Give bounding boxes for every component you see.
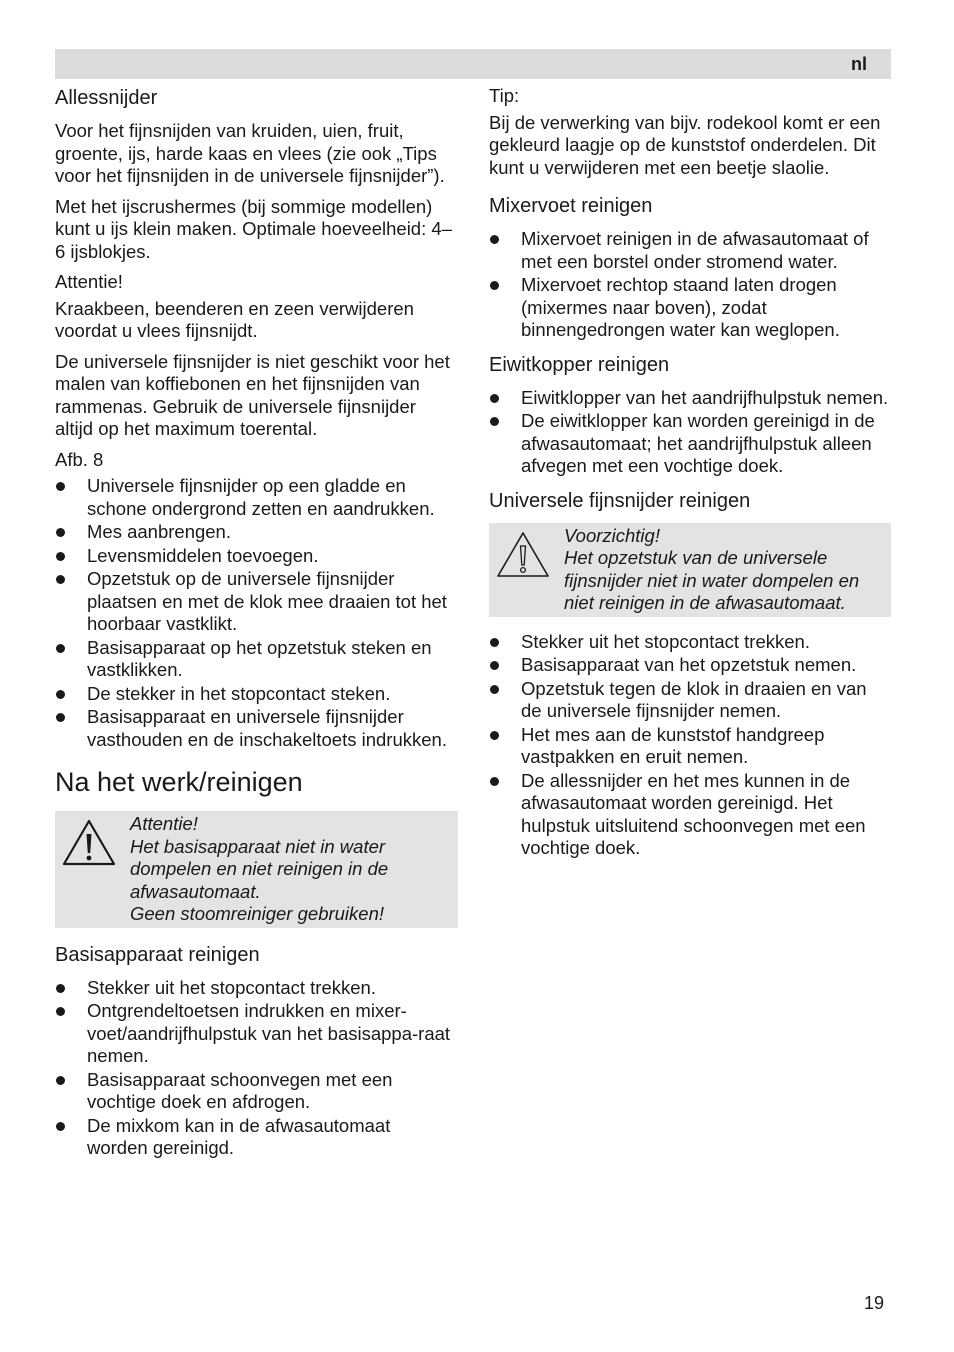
paragraph: Kraakbeen, beenderen en zeen verwijderen voordat u vlees fijnsnijdt. bbox=[55, 297, 414, 341]
list-item: Mes aanbrengen. bbox=[55, 521, 455, 544]
caution-triangle-icon bbox=[495, 529, 551, 585]
list-item: Stekker uit het stopcontact trekken. bbox=[489, 631, 889, 654]
mixervoet-steps-list bbox=[489, 228, 889, 342]
list-item: Ontgrendeltoetsen indrukken en mixer-voet/aandrijfhulpstuk van het basisappa-raat nemen. bbox=[55, 1000, 455, 1068]
caution-title: Voorzichtig! bbox=[564, 524, 660, 546]
universele-heading: Universele fijnsnijder reinigen bbox=[489, 489, 751, 512]
basis-steps-list bbox=[55, 977, 455, 1160]
right-column bbox=[489, 85, 889, 870]
list-item: Opzetstuk op de universele fijnsnijder plaatsen en met de klok mee draaien tot het hoorbaar vastklikt. bbox=[55, 568, 455, 636]
warning-triangle-icon bbox=[61, 817, 117, 873]
left-column bbox=[55, 85, 455, 1170]
warning-box bbox=[55, 811, 458, 928]
paragraph: Bij de verwerking van bijv. rodekool komt er een gekleurd laagje op de kunststof onderdelen. Dit kunt u verwijderen met een beetje slaolie. bbox=[489, 111, 881, 178]
list-item: Mixervoet rechtop staand laten drogen (mixermes naar boven), zodat binnengedrongen water kan weglopen. bbox=[489, 274, 889, 342]
list-item: De stekker in het stopcontact steken. bbox=[55, 683, 455, 706]
universele-steps-list bbox=[489, 631, 889, 860]
list-item: Mixervoet reinigen in de afwasautomaat of met een borstel onder stromend water. bbox=[489, 228, 889, 273]
list-item: De allessnijder en het mes kunnen in de afwasautomaat worden gereinigd. Het hulpstuk uitsluitend schoonvegen met een vochtige doek. bbox=[489, 770, 889, 860]
tip-label: Tip: bbox=[489, 85, 520, 106]
figure-label: Afb. 8 bbox=[55, 448, 104, 470]
list-item: Basisapparaat van het opzetstuk nemen. bbox=[489, 654, 889, 677]
steps-list bbox=[55, 475, 455, 751]
paragraph: Voor het fijnsnijden van kruiden, uien, fruit, groente, ijs, harde kaas en vlees (zie ook „Tips voor het fijnsnijden in de universele fijnsnijder”). bbox=[55, 120, 445, 186]
list-item: Opzetstuk tegen de klok in draaien en van de universele fijnsnijder nemen. bbox=[489, 678, 889, 723]
list-item: Universele fijnsnijder op een gladde en schone ondergrond zetten en aandrukken. bbox=[55, 475, 455, 520]
warning-text: Het basisapparaat niet in water dompelen en niet reinigen in de afwasautomaat. bbox=[130, 835, 389, 902]
mixervoet-heading: Mixervoet reinigen bbox=[489, 195, 653, 217]
page-number: 19 bbox=[864, 1293, 885, 1313]
eiwit-steps-list bbox=[489, 387, 889, 478]
paragraph: Met het ijscrushermes (bij sommige modellen) kunt u ijs klein maken. Optimale hoeveelheid: 4–6 ijsblokjes. bbox=[55, 195, 452, 262]
list-item: Het mes aan de kunststof handgreep vastpakken en eruit nemen. bbox=[489, 724, 889, 769]
header-bar bbox=[55, 49, 891, 79]
eiwit-heading: Eiwitkopper reinigen bbox=[489, 353, 670, 376]
paragraph: De universele fijnsnijder is niet geschikt voor het malen van koffiebonen en het fijnsnijden van rammenas. Gebruik de universele fijnsnijder altijd op het maximum toerental. bbox=[55, 350, 450, 439]
list-item: De mixkom kan in de afwasautomaat worden gereinigd. bbox=[55, 1115, 455, 1160]
basisapparaat-heading: Basisapparaat reinigen bbox=[55, 943, 260, 966]
list-item: Basisapparaat schoonvegen met een vochtige doek en afdrogen. bbox=[55, 1069, 455, 1114]
list-item: De eiwitklopper kan worden gereinigd in de afwasautomaat; het aandrijfhulpstuk alleen afvegen met een vochtige doek. bbox=[489, 410, 889, 478]
attentie-label: Attentie! bbox=[55, 271, 123, 292]
warning-text: Geen stoomreiniger gebruiken! bbox=[130, 903, 385, 924]
list-item: Eiwitklopper van het aandrijfhulpstuk nemen. bbox=[489, 387, 889, 410]
section-heading: Na het werk/reinigen bbox=[55, 767, 303, 797]
list-item: Stekker uit het stopcontact trekken. bbox=[55, 977, 455, 1000]
list-item: Levensmiddelen toevoegen. bbox=[55, 545, 455, 568]
language-code: nl bbox=[851, 54, 867, 74]
list-item: Basisapparaat op het opzetstuk steken en vastklikken. bbox=[55, 637, 455, 682]
allessnijder-heading: Allessnijder bbox=[55, 87, 158, 109]
warning-title: Attentie! bbox=[130, 813, 198, 834]
caution-text: Het opzetstuk van de universele fijnsnijder niet in water dompelen en niet reinigen in de afwasautomaat. bbox=[564, 547, 860, 613]
caution-box bbox=[489, 523, 891, 617]
list-item: Basisapparaat en universele fijnsnijder vasthouden en de inschakeltoets indrukken. bbox=[55, 706, 455, 751]
